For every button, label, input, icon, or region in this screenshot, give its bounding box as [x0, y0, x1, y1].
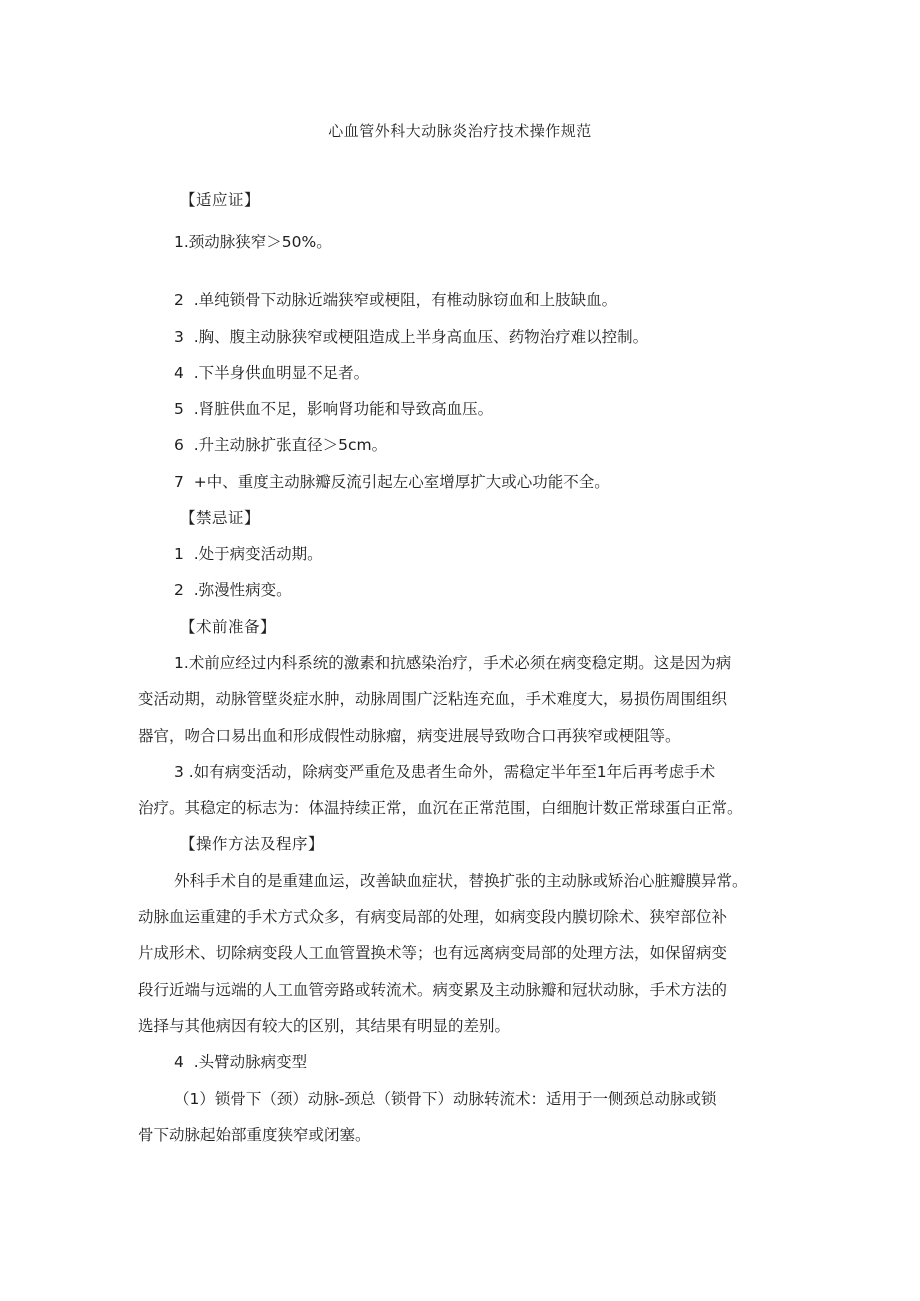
procedure-p1-line-5: 选择与其他病因有较大的区别，其结果有明显的差别。	[138, 1017, 511, 1035]
procedure-heading: 【操作方法及程序】	[180, 835, 325, 853]
indication-item-5: 5 .肾脏供血不足，影响肾功能和导致高血压。	[174, 400, 494, 418]
preop-p1-line-2: 变活动期，动脉管壁炎症水肿，动脉周围广泛粘连充血，手术难度大，易损伤周围组织	[138, 690, 728, 708]
indication-item-4: 4 .下半身供血明显不足者。	[174, 364, 370, 382]
procedure-p1-line-2: 动脉血运重建的手术方式众多，有病变局部的处理，如病变段内膜切除术、狭窄部位补	[138, 908, 728, 926]
contraindications-heading: 【禁忌证】	[180, 509, 261, 527]
document-title: 心血管外科大动脉炎治疗技术操作规范	[328, 122, 592, 140]
contraindication-item-2: 2 .弥漫性病变。	[174, 581, 292, 599]
contraindication-item-1: 1 .处于病变活动期。	[174, 545, 323, 563]
procedure-p1-line-3: 片成形术、切除病变段人工血管置换术等；也有远离病变局部的处理方法，如保留病变	[138, 944, 728, 962]
preop-p1-line-1: 1.术前应经过内科系统的激素和抗感染治疗，手术必须在病变稳定期。这是因为病	[174, 654, 732, 672]
preop-heading: 【术前准备】	[180, 618, 277, 636]
indications-heading: 【适应证】	[180, 191, 261, 209]
indication-item-2: 2 .单纯锁骨下动脉近端狭窄或梗阻，有椎动脉窃血和上肢缺血。	[174, 291, 618, 309]
preop-p1-line-3: 器官，吻合口易出血和形成假性动脉瘤，病变进展导致吻合口再狭窄或梗阻等。	[138, 727, 681, 745]
procedure-p2-line-2: 骨下动脉起始部重度狭窄或闭塞。	[138, 1126, 371, 1144]
procedure-p2-line-1: （1）锁骨下（颈）动脉-颈总（锁骨下）动脉转流术：适用于一侧颈总动脉或锁	[174, 1090, 717, 1108]
indication-item-7: 7 +中、重度主动脉瓣反流引起左心室增厚扩大或心功能不全。	[174, 473, 610, 491]
indication-item-3: 3 .胸、腹主动脉狭窄或梗阻造成上半身高血压、药物治疗难以控制。	[174, 328, 649, 346]
preop-p2-line-2: 治疗。其稳定的标志为：体温持续正常，血沉在正常范围，白细胞计数正常球蛋白正常。	[138, 799, 743, 817]
procedure-p1-line-4: 段行近端与远端的人工血管旁路或转流术。病变累及主动脉瓣和冠状动脉，手术方法的	[138, 981, 728, 999]
indication-item-6: 6 .升主动脉扩张直径＞5cm。	[174, 436, 388, 454]
procedure-p1-line-1: 外科手术自的是重建血运，改善缺血症状，替换扩张的主动脉或矫治心脏瓣膜异常。	[174, 872, 748, 890]
preop-p2-line-1: 3 .如有病变活动，除病变严重危及患者生命外，需稳定半年至1年后再考虑手术	[174, 763, 716, 781]
procedure-subheading: 4 .头臂动脉病变型	[174, 1053, 308, 1071]
indication-item-1: 1.颈动脉狭窄＞50%。	[174, 233, 332, 251]
